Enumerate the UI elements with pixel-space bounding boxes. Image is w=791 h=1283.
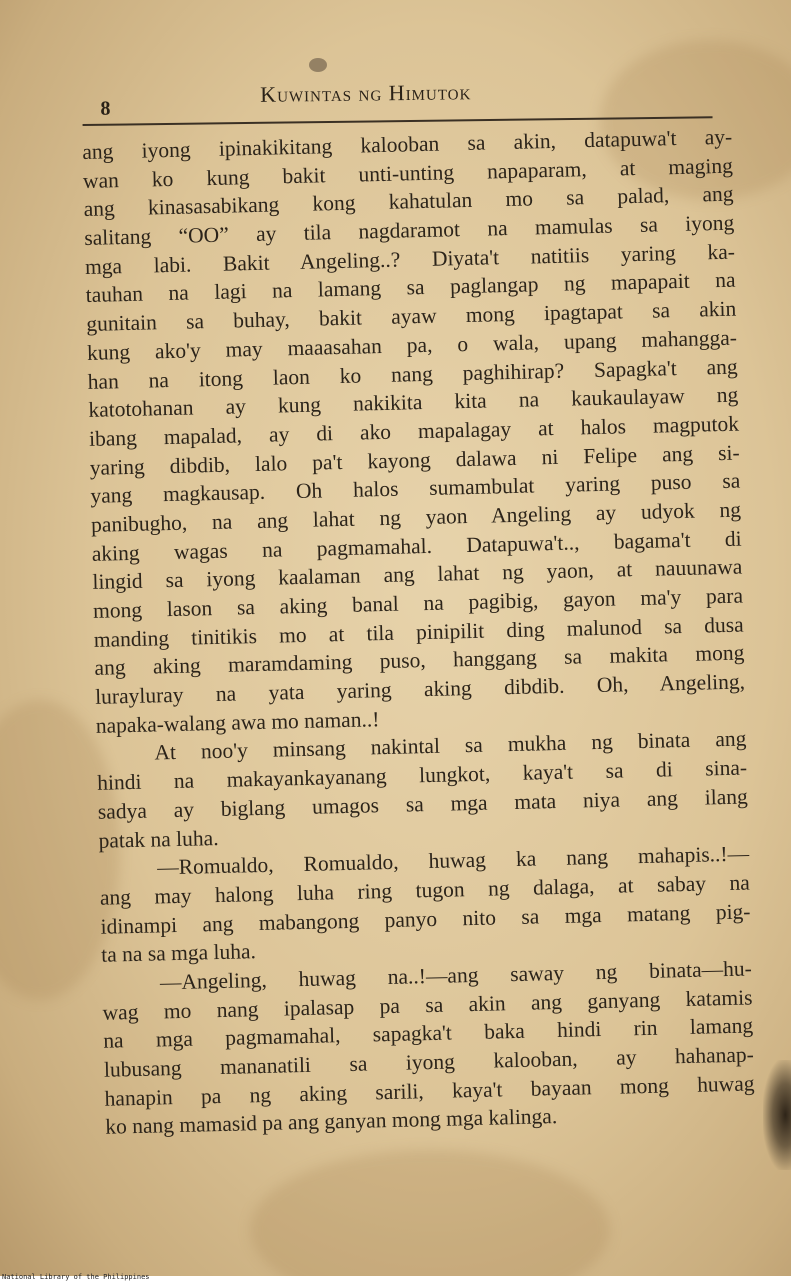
paper-stain <box>250 1150 610 1276</box>
text-line: manding tinitikis mo at tila pinipilit ding malunod sa dusa <box>93 612 744 652</box>
ornament-icon <box>309 58 327 72</box>
text-line: ang iyong ipinakikitang kalooban sa akin, datapuwa't ay- <box>82 124 733 164</box>
text-line: hindi na makayankayanang lungkot, kaya't sa di sina- <box>96 755 748 795</box>
page-number: 8 <box>100 97 111 120</box>
text-line: wan ko kung bakit unti-unting napaparam, at maging <box>82 153 734 193</box>
text-line: mong lason sa aking banal na pagibig, gayon ma'y para <box>92 583 744 623</box>
text-line: aking wagas na pagmamahal. Datapuwa't.., bagama't di <box>91 526 742 566</box>
text-line: na mga pagmamahal, sapagka't baka hindi rin lamang <box>102 1013 754 1054</box>
text-line: panibugho, na ang lahat ng yaon Angeling ay udyok ng <box>90 497 742 537</box>
text-line: —Romualdo, Romualdo, huwag ka nang mahapis..!— <box>156 841 750 880</box>
text-line: gunitain sa buhay, bakit ayaw mong ipagtapat sa akin <box>86 296 737 337</box>
text-line: ta na sa mga luha. <box>100 939 257 968</box>
text-line: patak na luha. <box>98 825 219 853</box>
text-line: han na itong laon ko nang paghihirap? Sapagka't ang <box>87 354 738 394</box>
body-text <box>82 123 755 1142</box>
text-line: sadya ay biglang umagos sa mga mata niya ang ilang <box>97 784 748 824</box>
text-line: yaring dibdib, lalo pa't kayong dalawa ni Felipe ang si- <box>89 440 740 480</box>
text-line: idinampi ang mabangong panyo nito sa mga matang pig- <box>100 899 751 939</box>
text-line: ang may halong luha ring tugon ng dalaga, at sabay na <box>99 870 751 910</box>
text-line: kung ako'y may maaasahan pa, o wala, upang mahangga- <box>86 325 738 365</box>
footer-credit: National Library of the Philippines <box>2 1273 150 1281</box>
text-line: ang kinasasabikang kong kahatulan mo sa palad, ang <box>83 182 734 222</box>
text-line: ang aking maramdaming puso, hanggang sa makita mong <box>94 640 745 681</box>
text-line: ko nang mamasid pa ang ganyan mong mga kalinga. <box>105 1104 558 1140</box>
text-line: lurayluray na yata yaring aking dibdib. Oh, Angeling, <box>94 669 746 709</box>
text-line: napaka-walang awa mo naman..! <box>95 706 380 738</box>
text-line: mga labi. Bakit Angeling..? Diyata't natitiis yaring ka- <box>84 239 736 279</box>
text-line: salitang “OO” ay tila nagdaramot na mamulas sa iyong <box>84 210 735 251</box>
text-line: lingid sa iyong kaalaman ang lahat ng yaon, at nauunawa <box>92 554 743 595</box>
text-line: wag mo nang ipalasap pa sa akin ang ganyang katamis <box>102 985 753 1025</box>
text-line: hanapin pa ng aking sarili, kaya't bayaan mong huwag <box>104 1071 755 1111</box>
text-line: tauhan na lagi na lamang sa paglangap ng mapapait na <box>85 268 736 308</box>
text-line: katotohanan ay kung nakikita kita na kaukaulayaw ng <box>88 382 739 423</box>
text-line: ibang mapalad, ay di ako mapalagay at halos magputok <box>88 411 740 451</box>
text-line: yang magkausap. Oh halos sumambulat yaring puso sa <box>90 468 741 509</box>
text-line: lubusang mananatili sa iyong kalooban, ay hahanap- <box>103 1042 755 1082</box>
page-header <box>82 70 712 118</box>
page-edge-shadow <box>763 1060 791 1170</box>
text-line: At noo'y minsang nakintal sa mukha ng binata ang <box>154 726 747 765</box>
footer-bar <box>0 1273 791 1283</box>
running-head: Kuwintas ng Himutok <box>260 79 472 107</box>
text-line: —Angeling, huwag na..!—ang saway ng binata—hu- <box>159 956 753 995</box>
